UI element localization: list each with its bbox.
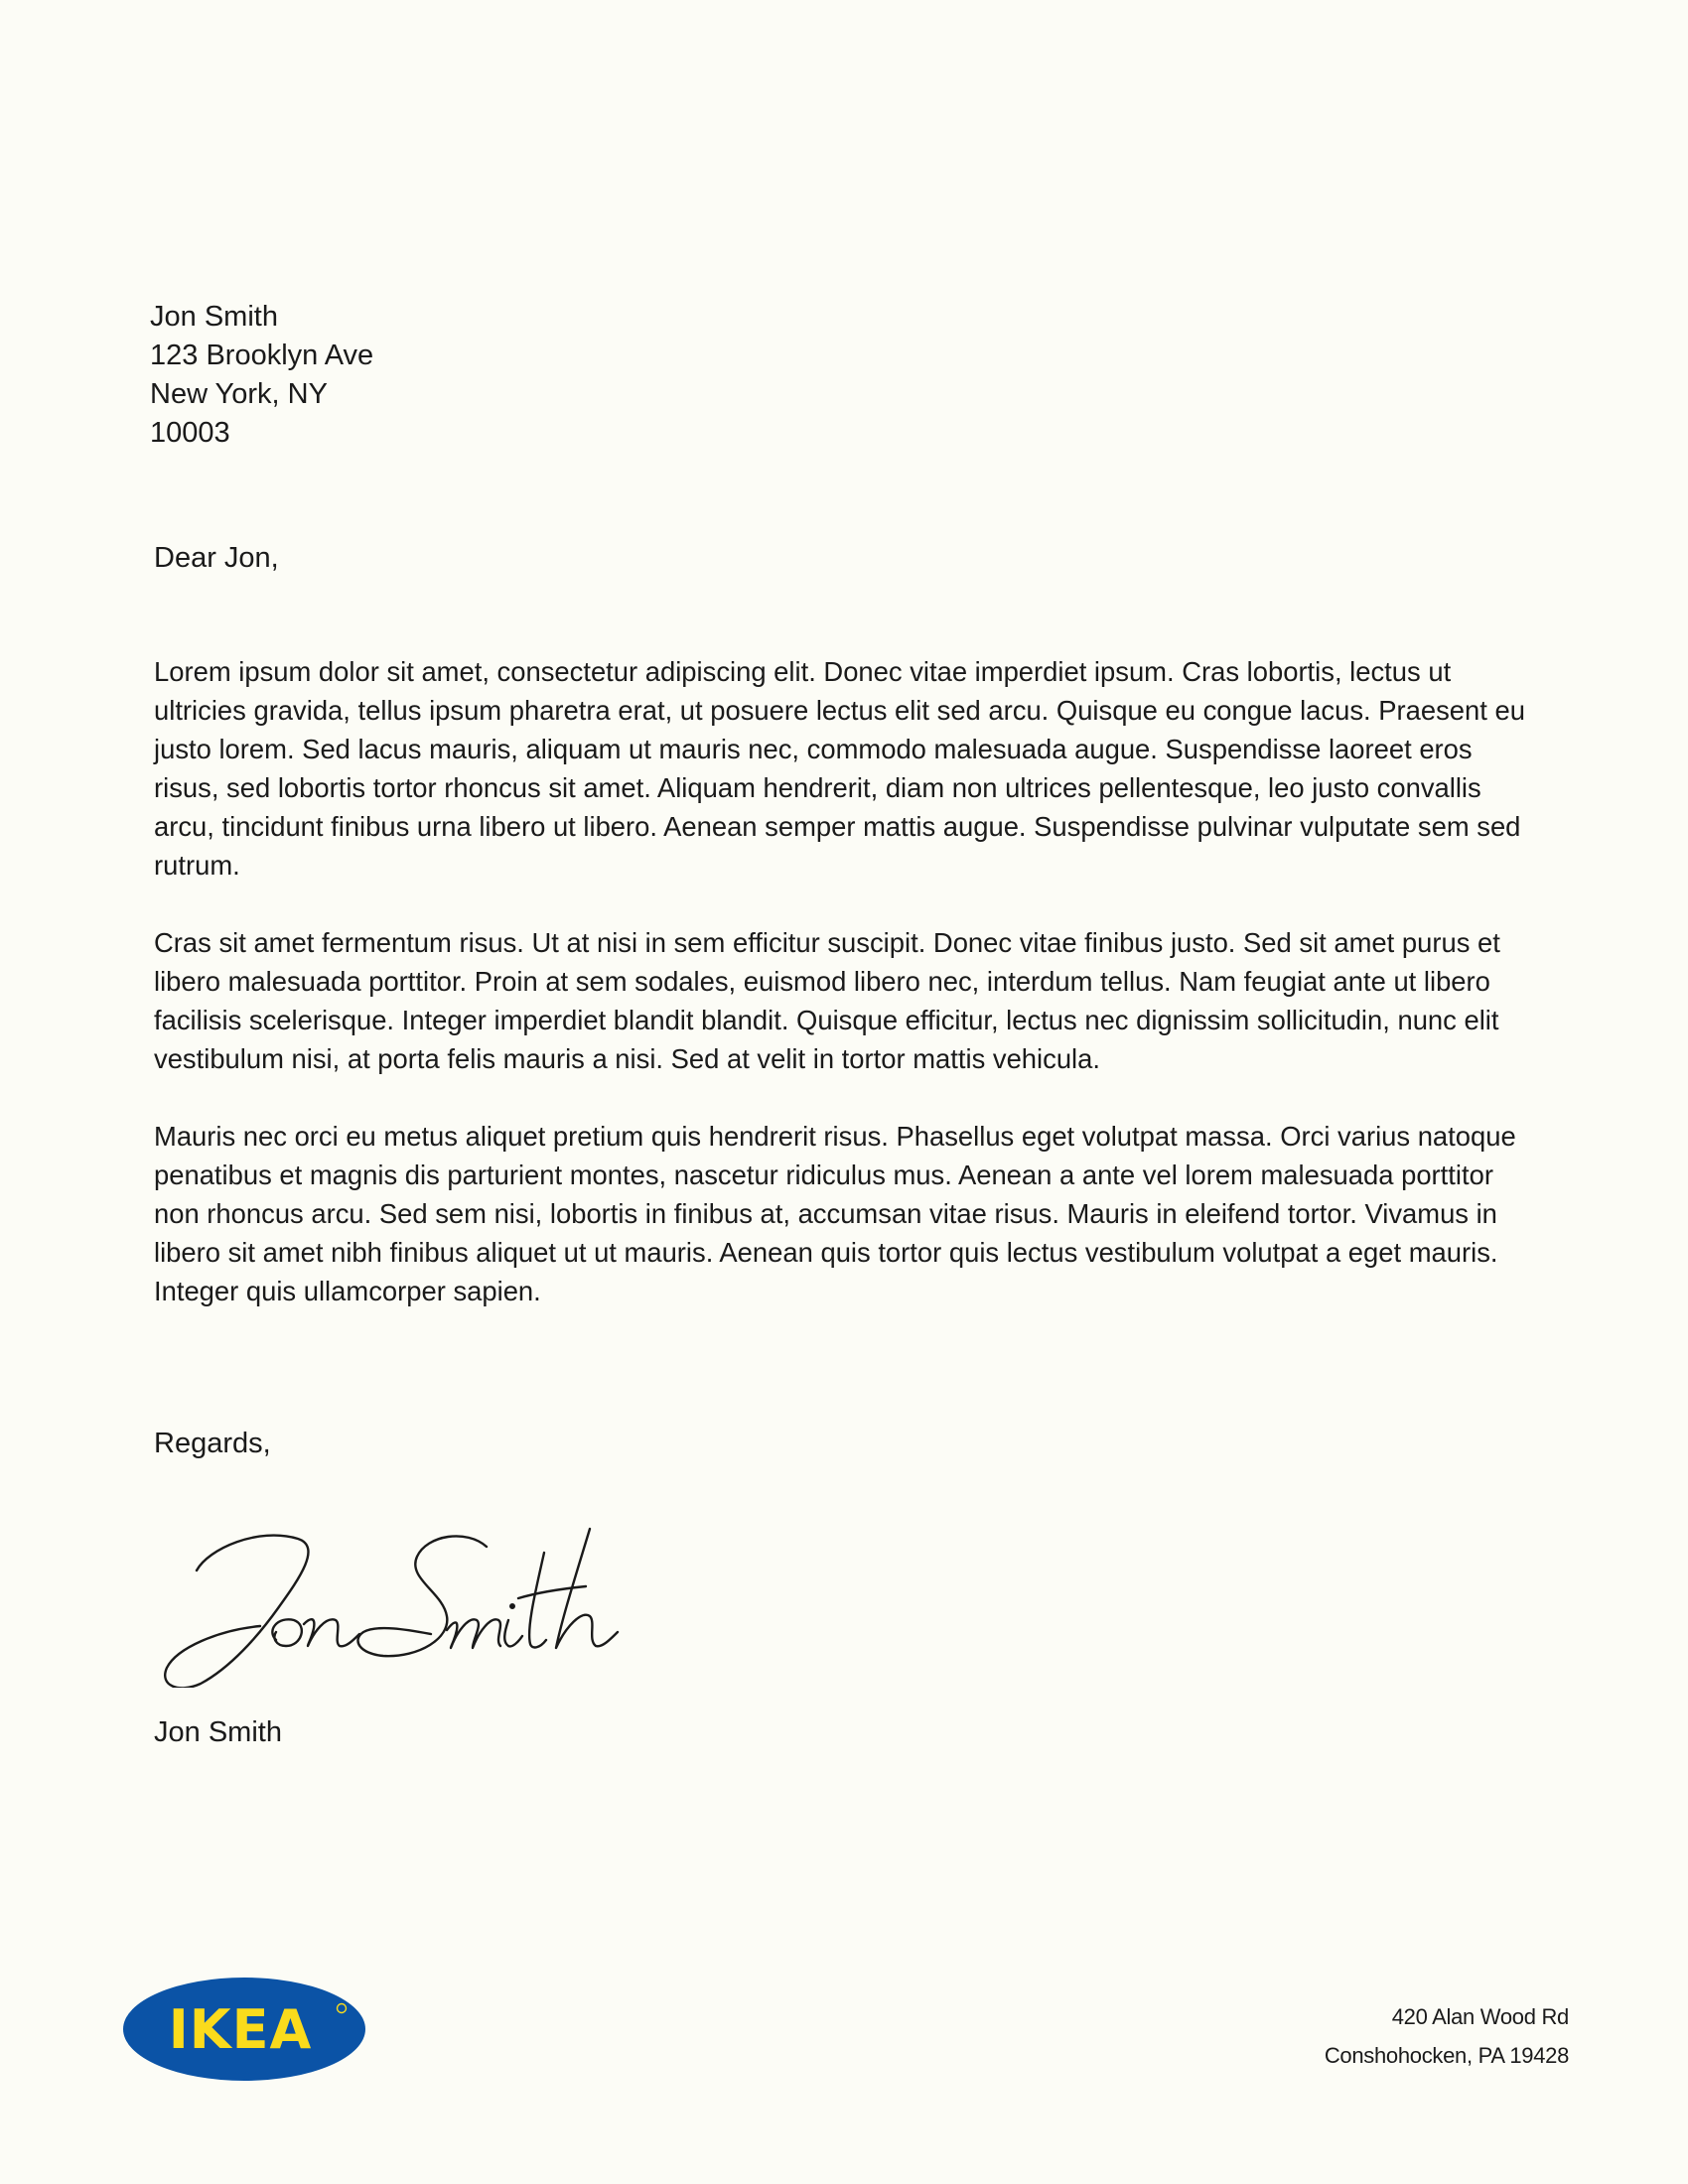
logo-text: IKEA [168, 1998, 313, 2061]
sender-address-block [150, 298, 373, 453]
body-paragraph: Mauris nec orci eu metus aliquet pretium quis hendrerit risus. Phasellus eget volutpat massa. Orci varius natoque penatibus et magnis dis parturient montes, nascetur ridiculus mus. Aenean a ante vel lorem malesuada porttitor non rhoncus arcu. Sed sem nisi, lobortis in finibus at, accumsan vitae risus. Mauris in eleifend tortor. Vivamus in libero sit amet nibh finibus aliquet ut ut mauris. Aenean quis tortor quis lectus vestibulum volutpat a eget mauris. Integer quis ullamcorper sapien. [154, 1121, 1516, 1306]
sender-city-state: New York, NY [150, 378, 328, 410]
ikea-logo-icon [121, 1975, 367, 2084]
closing: Regards, [154, 1428, 271, 1459]
company-city-state-zip: Conshohocken, PA 19428 [1324, 2043, 1569, 2068]
letter-body [154, 652, 1539, 1349]
salutation: Dear Jon, [154, 542, 279, 574]
company-street: 420 Alan Wood Rd [1391, 2004, 1569, 2029]
handwritten-signature [149, 1509, 635, 1688]
signed-name: Jon Smith [154, 1716, 282, 1748]
sender-street: 123 Brooklyn Ave [150, 340, 374, 371]
company-address [1325, 1997, 1569, 2075]
body-paragraph: Lorem ipsum dolor sit amet, consectetur adipiscing elit. Donec vitae imperdiet ipsum. Cras lobortis, lectus ut ultricies gravida, tellus ipsum pharetra erat, ut posuere lectus elit sed arcu. Quisque eu congue lacus. Praesent eu justo lorem. Sed lacus mauris, aliquam ut mauris nec, commodo malesuada augue. Suspendisse laoreet eros risus, sed lobortis tortor rhoncus sit amet. Aliquam hendrerit, diam non ultrices pellentesque, leo justo convallis arcu, tincidunt finibus urna libero ut libero. Aenean semper mattis augue. Suspendisse pulvinar vulputate sem sed rutrum. [154, 656, 1525, 881]
sender-zip: 10003 [150, 417, 230, 449]
sender-name: Jon Smith [150, 301, 278, 333]
body-paragraph: Cras sit amet fermentum risus. Ut at nisi in sem efficitur suscipit. Donec vitae finibus justo. Sed sit amet purus et libero malesuada porttitor. Proin at sem sodales, euismod libero nec, interdum tellus. Nam feugiat ante ut libero facilisis scelerisque. Integer imperdiet blandit blandit. Quisque efficitur, lectus nec dignissim sollicitudin, nunc elit vestibulum nisi, at porta felis mauris a nisi. Sed at velit in tortor mattis vehicula. [154, 927, 1500, 1074]
